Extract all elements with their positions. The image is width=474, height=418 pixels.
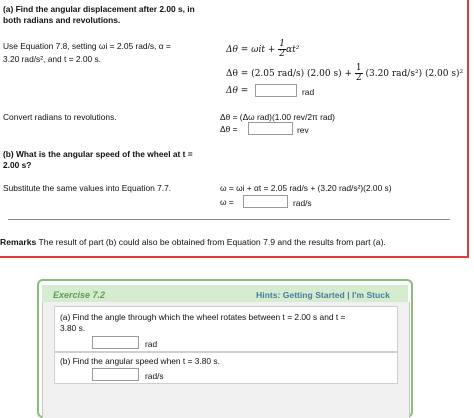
part-a-question-line2: both radians and revolutions. [3, 15, 121, 25]
part-b-unit: rad/s [293, 198, 312, 208]
part-a-equation-2: Δθ = (2.05 rad/s) (2.00 s) + $\frac{1}{2}$ (3.20 rad/s²) (2.00 s)² [226, 63, 464, 83]
exercise-question-a-line1: (a) Find the angle through which the wheel rotates between t = 2.00 s and t = [60, 312, 346, 322]
part-a-instruction-line2: 3.20 rad/s², and t = 2.00 s. [3, 54, 102, 64]
section-divider [8, 219, 450, 220]
part-b-angular-speed-input[interactable] [243, 195, 288, 208]
exercise-question-b-line1: (b) Find the angular speed when t = 3.80 s. [60, 356, 220, 366]
exercise-title: Exercise 7.2 [53, 290, 106, 300]
exercise-question-a-input[interactable] [92, 336, 139, 349]
part-a-instruction-line1: Use Equation 7.8, setting ωi = 2.05 rad/s, α = [3, 41, 171, 51]
remarks-label: Remarks [0, 237, 37, 247]
part-a-revolutions-unit: rev [297, 125, 309, 135]
part-b-question-line2: 2.00 s? [3, 160, 32, 170]
exercise-question-a-unit: rad [145, 339, 158, 349]
part-a-equation-5-label: Δθ = [220, 124, 238, 134]
exercise-question-b-unit: rad/s [145, 371, 164, 381]
part-a-revolutions-answer-input[interactable] [248, 122, 293, 135]
part-a-convert-label: Convert radians to revolutions. [3, 112, 117, 122]
example-border-right [467, 0, 469, 258]
part-b-instruction: Substitute the same values into Equation 7.7. [3, 183, 172, 193]
example-border-bottom [0, 256, 469, 258]
part-b-equation-2-label: ω = [220, 197, 234, 207]
exercise-question-b-input[interactable] [92, 368, 139, 381]
part-a-radians-unit: rad [302, 87, 315, 97]
part-a-question-line1: (a) Find the angular displacement after 2.00 s, in [3, 4, 195, 14]
part-b-equation-1: ω = ωi + αt = 2.05 rad/s + (3.20 rad/s²)(2.00 s) [220, 183, 392, 193]
part-b-question-line1: (b) What is the angular speed of the wheel at t = [3, 149, 193, 159]
part-a-equation-3-label: Δθ = [226, 86, 249, 96]
part-a-radians-answer-input[interactable] [255, 84, 297, 97]
remarks-text: Remarks The result of part (b) could also be obtained from Equation 7.9 and the results from part (a). [0, 237, 386, 247]
exercise-question-a-line2: 3.80 s. [60, 323, 86, 333]
part-a-equation-4: Δθ = (Δω rad)(1.00 rev/2π rad) [220, 112, 335, 122]
part-a-equation-1: Δθ = ωit + $\frac{1}{2}$ αt² [226, 39, 300, 59]
hints-links[interactable]: Hints: Getting Started | I'm Stuck [256, 290, 390, 300]
